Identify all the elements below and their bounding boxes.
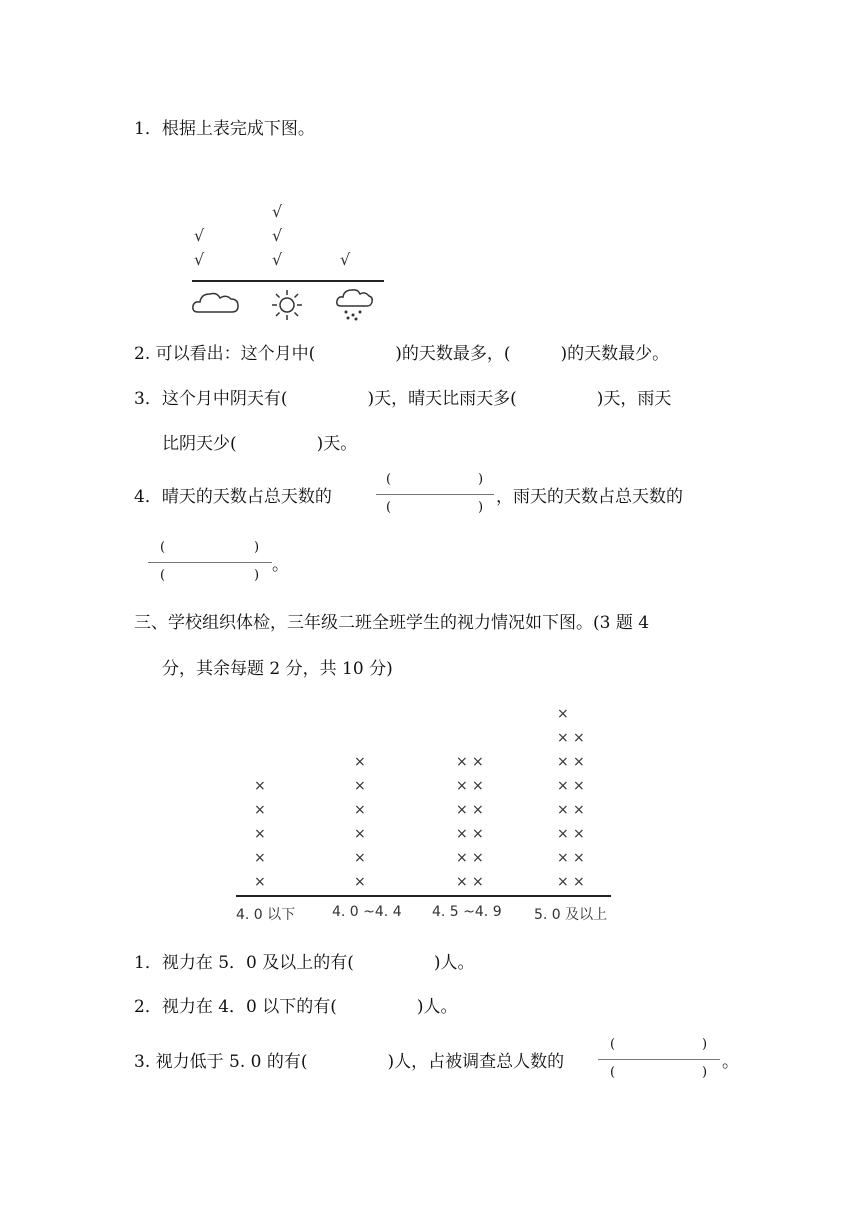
cross-mark: × (254, 778, 266, 794)
check-mark: √ (194, 250, 205, 269)
denominator-close: ) (478, 500, 484, 515)
cross-mark: × (573, 826, 585, 842)
cross-mark: × (254, 826, 266, 842)
vision-question-1-part-b: )人。 (433, 953, 475, 973)
fraction-bar (148, 562, 272, 563)
question-4-text-a: 4．晴天的天数占总天数的 (134, 487, 332, 507)
question-3-part-d: 比阴天少( (162, 434, 237, 454)
cross-mark: × (456, 754, 468, 770)
cross-mark: × (456, 850, 468, 866)
check-mark: √ (272, 226, 283, 245)
cross-mark: × (557, 874, 569, 890)
cross-mark: × (354, 802, 366, 818)
question-2 (134, 343, 669, 365)
question-3-part-a: 3．这个月中阴天有( (134, 389, 288, 409)
question-4-text-b: ，雨天的天数占总天数的 (496, 487, 683, 507)
cross-mark: × (472, 802, 484, 818)
cross-mark: × (472, 850, 484, 866)
numerator-open: ( (386, 472, 392, 487)
cross-mark: × (557, 730, 569, 746)
category-label: 5. 0 及以上 (534, 907, 608, 923)
cross-mark: × (254, 874, 266, 890)
cross-mark: × (557, 754, 569, 770)
cross-mark: × (354, 874, 366, 890)
question-3-part-e: )天。 (316, 434, 358, 454)
vision-question-3 (134, 1051, 564, 1073)
question-4-end: 。 (272, 555, 289, 575)
fraction-blank[interactable] (148, 540, 273, 588)
numerator-close: ) (478, 472, 484, 487)
cross-mark: × (573, 874, 585, 890)
cross-mark: × (557, 706, 569, 722)
cross-mark: × (456, 826, 468, 842)
cross-mark: × (354, 826, 366, 842)
cross-mark: × (472, 778, 484, 794)
cross-mark: × (573, 778, 585, 794)
vision-question-2 (134, 996, 458, 1018)
section-3-title-line-2: 分，其余每题 2 分，共 10 分) (162, 659, 393, 679)
check-mark: √ (194, 226, 205, 245)
cross-mark: × (573, 754, 585, 770)
vision-question-3-part-b: )人，占被调查总人数的 (387, 1052, 565, 1072)
vision-question-1 (134, 952, 475, 974)
cross-mark: × (354, 778, 366, 794)
cross-mark: × (557, 778, 569, 794)
cross-mark: × (573, 730, 585, 746)
category-label: 4. 0 以下 (236, 907, 296, 923)
vision-question-2-part-b: )人。 (416, 997, 458, 1017)
denominator-open: ( (610, 1065, 616, 1080)
question-3-line-2 (162, 433, 357, 455)
cross-mark: × (254, 850, 266, 866)
question-2-part-a: 2. 可以看出：这个月中( (134, 344, 316, 364)
fraction-bar (376, 494, 494, 495)
rain-icon (334, 286, 374, 322)
fraction-blank[interactable] (376, 472, 496, 520)
cloud-icon (190, 288, 242, 316)
cross-mark: × (456, 874, 468, 890)
cross-mark: × (557, 826, 569, 842)
cross-mark: × (557, 802, 569, 818)
vision-question-2-part-a: 2．视力在 4．0 以下的有( (134, 997, 337, 1017)
vision-chart-axis (236, 895, 611, 897)
denominator-open: ( (386, 500, 392, 515)
section-3-title-line-1: 三、学校组织体检，三年级二班全班学生的视力情况如下图。(3 题 4 (134, 613, 650, 633)
cross-mark: × (472, 754, 484, 770)
cross-mark: × (254, 802, 266, 818)
category-label: 4. 0 ~4. 4 (332, 904, 402, 920)
check-mark: √ (272, 202, 283, 221)
question-2-part-b: )的天数最多，( (395, 344, 511, 364)
numerator-open: ( (160, 540, 166, 555)
fraction-bar (598, 1059, 720, 1060)
cross-mark: × (472, 826, 484, 842)
cross-mark: × (472, 874, 484, 890)
vision-question-1-part-a: 1．视力在 5．0 及以上的有( (134, 953, 354, 973)
cross-mark: × (573, 850, 585, 866)
vision-question-3-part-a: 3. 视力低于 5. 0 的有( (134, 1052, 308, 1072)
numerator-close: ) (702, 1037, 708, 1052)
check-mark: √ (340, 250, 351, 269)
sun-icon (270, 288, 304, 322)
question-2-part-c: )的天数最少。 (560, 344, 670, 364)
cross-mark: × (354, 754, 366, 770)
question-3-part-b: )天，晴天比雨天多( (367, 389, 517, 409)
cross-mark: × (557, 850, 569, 866)
weather-chart-axis (192, 280, 384, 282)
cross-mark: × (573, 802, 585, 818)
denominator-close: ) (702, 1065, 708, 1080)
denominator-close: ) (254, 568, 260, 583)
question-3-line-1 (134, 388, 671, 410)
question-3-part-c: )天，雨天 (596, 389, 672, 409)
cross-mark: × (456, 778, 468, 794)
numerator-open: ( (610, 1037, 616, 1052)
check-mark: √ (272, 250, 283, 269)
cross-mark: × (456, 802, 468, 818)
fraction-blank[interactable] (598, 1037, 722, 1085)
vision-question-3-end: 。 (722, 1052, 739, 1072)
category-label: 4. 5 ~4. 9 (432, 904, 502, 920)
denominator-open: ( (160, 568, 166, 583)
numerator-close: ) (254, 540, 260, 555)
cross-mark: × (354, 850, 366, 866)
question-1-text: 1．根据上表完成下图。 (134, 119, 315, 139)
